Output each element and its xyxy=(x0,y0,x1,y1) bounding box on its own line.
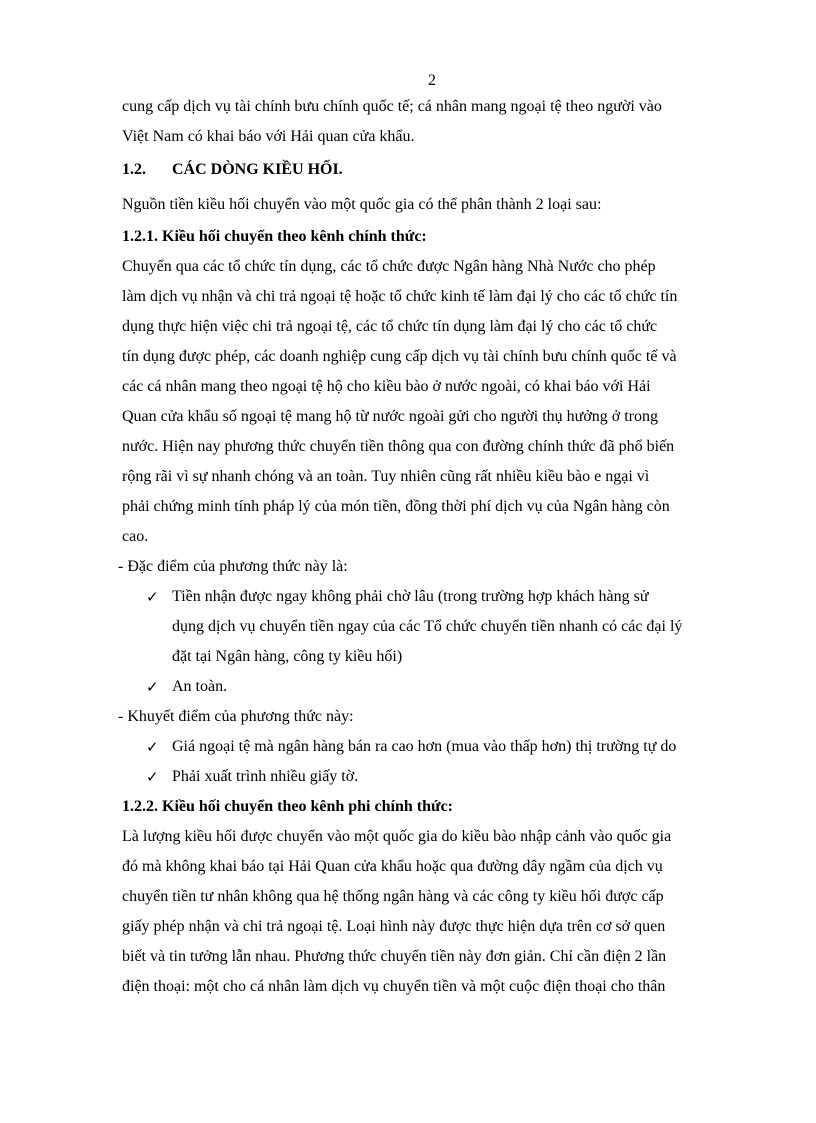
disadvantages-label: - Khuyết điểm của phương thức này: xyxy=(118,708,354,725)
checkmark-icon: ✓ xyxy=(146,768,159,786)
text-line: Chuyển qua các tổ chức tín dụng, các tổ chức được Ngân hàng Nhà Nước cho phép xyxy=(122,258,656,275)
text-line: nước. Hiện nay phương thức chuyển tiền thông qua con đường chính thức đã phổ biến xyxy=(122,438,675,455)
list-item xyxy=(122,672,742,702)
document-page xyxy=(118,70,742,1002)
text-line: Là lượng kiều hối được chuyển vào một quốc gia do kiều bào nhập cảnh vào quốc gia xyxy=(122,828,672,845)
section-heading xyxy=(122,155,742,185)
subsection-heading-1: 1.2.1. Kiều hối chuyển theo kênh chính thức: xyxy=(122,228,427,245)
subsection-2-paragraph xyxy=(122,822,742,1002)
text-line: biết và tin tưởng lẫn nhau. Phương thức chuyển tiền này đơn giản. Chỉ cần điện 2 lần xyxy=(122,948,667,965)
text-line: làm dịch vụ nhận và chi trả ngoại tệ hoặc tổ chức kinh tế làm đại lý cho các tổ chức tín xyxy=(122,288,678,305)
text-line: dụng dịch vụ chuyển tiền ngay của các Tổ chức chuyển tiền nhanh có các đại lý xyxy=(172,618,683,635)
text-line: An toàn. xyxy=(172,678,228,695)
subsection-1-paragraph xyxy=(122,252,742,552)
list-item xyxy=(122,582,742,672)
section-title: CÁC DÒNG KIỀU HỐI. xyxy=(172,161,343,178)
text-line: chuyển tiền tư nhân không qua hệ thống ngân hàng và các công ty kiều hối được cấp xyxy=(122,888,664,905)
list-item xyxy=(122,762,742,792)
text-line: dụng thực hiện việc chi trả ngoại tệ, các tổ chức tín dụng làm đại lý cho các tổ chức xyxy=(122,318,658,335)
checkmark-icon: ✓ xyxy=(146,678,159,696)
page-number: 2 xyxy=(428,72,436,89)
text-line: Quan cửa khẩu số ngoại tệ mang hộ từ nước ngoài gửi cho người thụ hưởng ở trong xyxy=(122,408,659,425)
advantages-label: - Đặc điểm của phương thức này là: xyxy=(118,558,348,575)
text-line: cao. xyxy=(122,528,149,545)
disadvantages-list xyxy=(122,732,742,792)
text-line: phải chứng minh tính pháp lý của món tiền, đồng thời phí dịch vụ của Ngân hàng còn xyxy=(122,498,670,515)
section-intro: Nguồn tiền kiều hối chuyển vào một quốc gia có thể phân thành 2 loại sau: xyxy=(122,196,602,213)
text-line: Việt Nam có khai báo với Hải quan cửa khẩu. xyxy=(122,128,415,145)
text-line: đó mà không khai báo tại Hải Quan cửa khẩu hoặc qua đường dây ngầm của dịch vụ xyxy=(122,858,663,875)
text-line: Giá ngoại tệ mà ngân hàng bán ra cao hơn (mua vào thấp hơn) thị trường tự do xyxy=(172,738,677,755)
text-line: tín dụng được phép, các doanh nghiệp cung cấp dịch vụ tài chính bưu chính quốc tế và xyxy=(122,348,677,365)
text-line: rộng rãi vì sự nhanh chóng và an toàn. Tuy nhiên cũng rất nhiều kiều bào e ngại vì xyxy=(122,468,650,485)
text-line: Tiền nhận được ngay không phải chờ lâu (trong trường hợp khách hàng sử xyxy=(172,588,649,605)
checkmark-icon: ✓ xyxy=(146,588,159,606)
intro-paragraph xyxy=(122,92,742,152)
text-line: các cá nhân mang theo ngoại tệ hộ cho kiều bào ở nước ngoài, có khai báo với Hải xyxy=(122,378,651,395)
checkmark-icon: ✓ xyxy=(146,738,159,756)
text-line: giấy phép nhận và chi trả ngoại tệ. Loại hình này được thực hiện dựa trên cơ sở quen xyxy=(122,918,666,935)
advantages-list xyxy=(122,582,742,702)
text-line: Phải xuất trình nhiều giấy tờ. xyxy=(172,768,359,785)
text-line: điện thoại: một cho cá nhân làm dịch vụ chuyển tiền và một cuộc điện thoại cho thân xyxy=(122,978,666,995)
list-item xyxy=(122,732,742,762)
subsection-heading-2: 1.2.2. Kiều hối chuyển theo kênh phi chính thức: xyxy=(122,798,453,815)
text-line: cung cấp dịch vụ tài chính bưu chính quốc tế; cá nhân mang ngoại tệ theo người vào xyxy=(122,98,662,115)
section-number: 1.2. xyxy=(122,161,146,178)
text-line: đặt tại Ngân hàng, công ty kiều hối) xyxy=(172,648,403,665)
